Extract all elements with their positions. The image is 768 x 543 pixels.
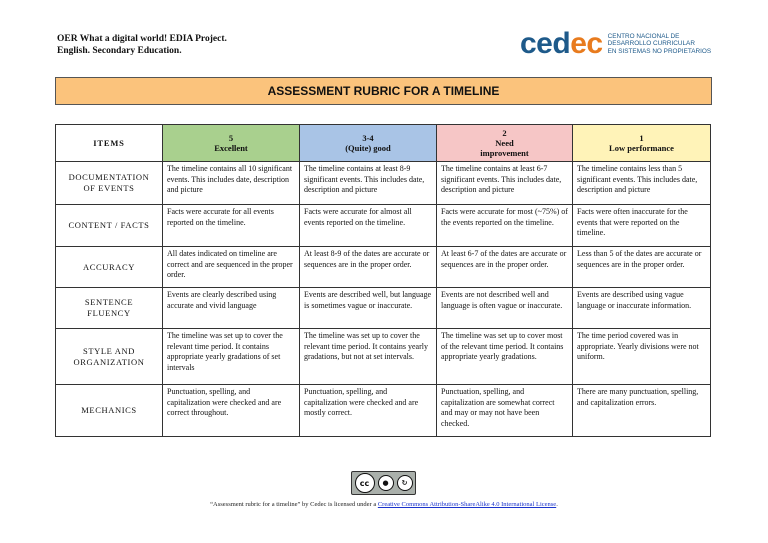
cell-score-1: Events are described using vague language or inaccurate information. (573, 288, 711, 329)
table-row (56, 329, 711, 385)
header-course-line: English. Secondary Education. (57, 46, 182, 56)
header-score-2-label2: improvement (480, 148, 529, 158)
license-link[interactable]: Creative Commons Attribution-ShareAlike 4.0 International License (377, 501, 557, 508)
document-header (57, 33, 227, 57)
logo-sub-line1: CENTRO NACIONAL DE (607, 32, 680, 40)
cell-score-1: The time period covered was in appropriate. Yearly divisions were not uniform. (573, 329, 711, 385)
row-label-line1: ACCURACY (82, 261, 136, 272)
license-statement (0, 501, 768, 508)
logo-sub-line3: EN SISTEMAS NO PROPIETARIOS (607, 47, 712, 55)
share-alike-icon: ↻ (397, 475, 413, 491)
table-row (56, 162, 711, 205)
header-score-2-label1: Need (495, 138, 514, 148)
header-score-2 (437, 125, 573, 162)
cc-license-badge[interactable] (351, 471, 416, 495)
header-score-5-label: Excellent (214, 143, 248, 153)
cell-score-1: The timeline contains less than 5 significant events. This includes date, description and picture (573, 162, 711, 205)
row-label-line1: SENTENCE (84, 297, 134, 307)
cell-score-5: The timeline contains all 10 significant events. This includes date, description and picture (163, 162, 300, 205)
header-score-3-4 (300, 125, 437, 162)
license-text-after: . (556, 501, 558, 508)
table-row (56, 288, 711, 329)
row-label-documentation (56, 162, 163, 205)
cell-score-5: Punctuation, spelling, and capitalization were checked and are correct throughout. (163, 385, 300, 437)
rubric-title: ASSESSMENT RUBRIC FOR A TIMELINE (267, 84, 500, 98)
cell-score-3-4: At least 8-9 of the dates are accurate or sequences are in the proper order. (300, 247, 437, 288)
header-score-1-number: 1 (639, 133, 644, 143)
license-text-before: “Assessment rubric for a timeline” by Cedec is licensed under a (210, 501, 378, 508)
cell-score-1: Facts were often inaccurate for the events that were reported on the timeline. (573, 205, 711, 247)
cell-score-2: Events are not described well and language is often vague or inaccurate. (437, 288, 573, 329)
cedec-logo (520, 28, 711, 60)
header-score-5 (163, 125, 300, 162)
row-label-line1: MECHANICS (81, 405, 137, 415)
row-label-mechanics (56, 385, 163, 437)
cell-score-3-4: Punctuation, spelling, and capitalization were checked and are mostly correct. (300, 385, 437, 437)
cell-score-3-4: Facts were accurate for almost all events reported on the timeline. (300, 205, 437, 247)
cc-icon: cc (355, 473, 375, 493)
header-score-5-number: 5 (228, 133, 234, 143)
table-row (56, 385, 711, 437)
row-label-accuracy (56, 247, 163, 288)
row-label-sentence-fluency (56, 288, 163, 329)
cell-score-3-4: The timeline contains at least 8-9 significant events. This includes date, description and picture (300, 162, 437, 205)
row-label-line2: FLUENCY (87, 308, 131, 318)
header-items-label: ITEMS (93, 138, 125, 148)
cell-score-5: The timeline was set up to cover the relevant time period. It contains appropriate yearly gradations of set intervals (163, 329, 300, 385)
header-score-3-4-number: 3-4 (362, 133, 374, 143)
rubric-table (55, 124, 711, 437)
row-label-line1: STYLE AND (83, 345, 135, 356)
row-label-line2: OF EVENTS (83, 183, 135, 193)
cell-score-2: The timeline was set up to cover most of the relevant time period. It contains appropriate yearly gradations. (437, 329, 573, 385)
header-project-line: OER What a digital world! EDIA Project. (57, 34, 227, 44)
table-row (56, 247, 711, 288)
row-label-content-facts (56, 205, 163, 247)
cell-score-3-4: Events are described well, but language is sometimes vague or inaccurate. (300, 288, 437, 329)
logo-wordmark-part1: ced (520, 27, 571, 60)
rubric-header-row (56, 125, 711, 162)
row-label-line1: DOCUMENTATION (68, 172, 150, 182)
header-score-3-4-label: (Quite) good (345, 143, 391, 153)
row-label-line2: ORGANIZATION (73, 356, 145, 367)
table-row (56, 205, 711, 247)
logo-wordmark (520, 28, 603, 60)
cell-score-1: There are many punctuation, spelling, and capitalization errors. (573, 385, 711, 437)
logo-subtitle (608, 33, 712, 55)
cell-score-2: Facts were accurate for most (~75%) of the events reported on the timeline. (437, 205, 573, 247)
attribution-icon: ● (378, 475, 394, 491)
logo-wordmark-part2: ec (570, 27, 603, 60)
cell-score-3-4: The timeline was set up to cover the relevant time period. It contains yearly gradations, but not at set intervals. (300, 329, 437, 385)
cell-score-2: The timeline contains at least 6-7 significant events. This includes date, description and picture (437, 162, 573, 205)
cell-score-1: Less than 5 of the dates are accurate or sequences are in the proper order. (573, 247, 711, 288)
cell-score-2: At least 6-7 of the dates are accurate or sequences are in the proper order. (437, 247, 573, 288)
cell-score-5: All dates indicated on timeline are correct and are sequenced in the proper order. (163, 247, 300, 288)
cell-score-5: Facts were accurate for all events reported on the timeline. (163, 205, 300, 247)
rubric-title-banner (55, 77, 712, 105)
cell-score-5: Events are clearly described using accurate and vivid language (163, 288, 300, 329)
header-score-2-number: 2 (502, 128, 507, 138)
header-items (56, 125, 163, 162)
logo-sub-line2: DESARROLLO CURRICULAR (607, 40, 695, 48)
row-label-line1: CONTENT / FACTS (68, 220, 150, 230)
row-label-style-organization (56, 329, 163, 385)
header-score-1 (573, 125, 711, 162)
cell-score-2: Punctuation, spelling, and capitalization are somewhat correct and may or may not have been checked. (437, 385, 573, 437)
header-score-1-label: Low performance (609, 143, 674, 153)
